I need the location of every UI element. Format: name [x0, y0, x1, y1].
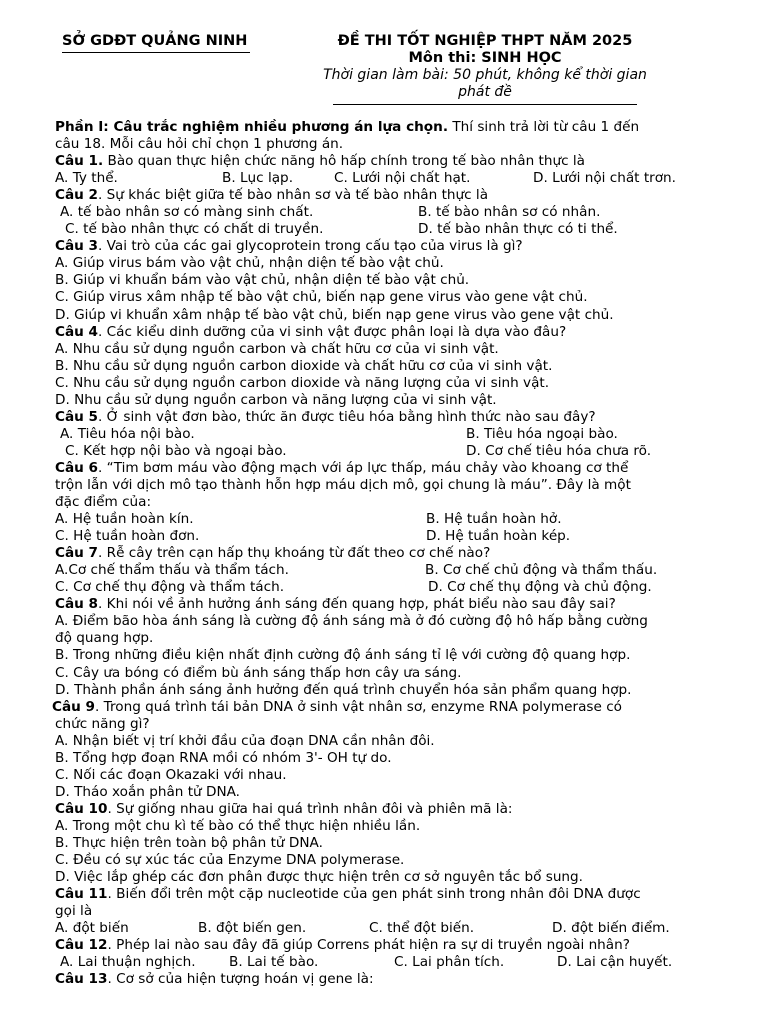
question-label: Câu 4: [55, 323, 99, 340]
question-text: . Vai trò của các gai glycoprotein trong cấu tạo của virus là gì?: [98, 238, 523, 255]
option-a: A.Cơ chế thẩm thấu và thẩm tách.: [55, 562, 289, 579]
question-text: . Khi nói về ảnh hưởng ánh sáng đến quang hợp, phát biểu nào sau đây sai?: [98, 596, 616, 613]
option-a: A. Giúp virus bám vào vật chủ, nhận diện tế bào vật chủ.: [55, 255, 444, 272]
exam-title: ĐỀ THI TỐT NGHIỆP THPT NĂM 2025: [337, 33, 633, 49]
option-c: C. Lưới nội chất hạt.: [334, 170, 471, 187]
question-10: [55, 801, 735, 818]
option-b: B. Trong những điều kiện nhất định cường độ ánh sáng tỉ lệ với cường độ quang hợp.: [55, 647, 631, 664]
option-a: A. đột biến: [55, 920, 129, 937]
question-text: . Rễ cây trên cạn hấp thụ khoáng từ đất theo cơ chế nào?: [98, 545, 491, 562]
option-a: A. Hệ tuần hoàn kín.: [55, 511, 194, 528]
option-b: B. Lai tế bào.: [229, 954, 319, 971]
option-a: A. tế bào nhân sơ có màng sinh chất.: [60, 204, 314, 221]
option-c: C. Đều có sự xúc tác của Enzyme DNA polymerase.: [55, 852, 405, 869]
options-row: [55, 204, 735, 221]
option-c: C. Cơ chế thụ động và thẩm tách.: [55, 579, 285, 596]
option-d: D. Hệ tuần hoàn kép.: [426, 528, 571, 545]
question-label: Câu 7: [55, 545, 99, 562]
option-c: C. Kết hợp nội bào và ngoại bào.: [65, 442, 287, 459]
question-text-line2: trộn lẫn với dịch mô tạo thành hỗn hợp máu dịch mô, gọi chung là máu”. Đây là một: [55, 476, 631, 493]
question-label: Câu 3: [55, 238, 99, 255]
option-d: D. Cơ chế tiêu hóa chưa rõ.: [466, 442, 652, 459]
question-text: . Sự khác biệt giữa tế bào nhân sơ và tế bào nhân thực là: [98, 187, 489, 204]
option-c: C. Cây ưa bóng có điểm bù ánh sáng thấp hơn cây ưa sáng.: [55, 664, 462, 681]
options-row: [55, 954, 735, 971]
option-a: A. Nhận biết vị trí khởi đầu của đoạn DNA cần nhân đôi.: [55, 732, 435, 749]
question-text: . Các kiểu dinh dưỡng của vi sinh vật được phân loại là dựa vào đâu?: [98, 323, 567, 340]
question-1: [55, 153, 735, 170]
question-content: [52, 119, 735, 988]
question-text: . Cơ sở của hiện tượng hoán vị gene là:: [107, 971, 374, 988]
option-b: B. Tổng hợp đoạn RNA mồi có nhóm 3'- OH tự do.: [55, 749, 392, 766]
exam-header-underline: [333, 104, 637, 105]
option-d: D. Giúp vi khuẩn xâm nhập tế bào vật chủ, biến nạp gene virus vào gene vật chủ.: [55, 306, 614, 323]
question-text-line3: đặc điểm của:: [55, 494, 152, 511]
option-b: B. Nhu cầu sử dụng nguồn carbon dioxide và chất hữu cơ của vi sinh vật.: [55, 357, 553, 374]
option-d: D. Tháo xoắn phân tử DNA.: [55, 783, 241, 800]
options-row: [55, 562, 735, 579]
options-row: [55, 920, 735, 937]
option-c: C. Lai phân tích.: [394, 954, 505, 971]
option-c: C. Nối các đoạn Okazaki với nhau.: [55, 766, 287, 783]
option-d: D. Nhu cầu sử dụng nguồn carbon và năng lượng của vi sinh vật.: [55, 391, 497, 408]
option-a: A. Lai thuận nghịch.: [60, 954, 196, 971]
option-d: D. Cơ chế thụ động và chủ động.: [428, 579, 652, 596]
question-text: . Sự giống nhau giữa hai quá trình nhân đôi và phiên mã là:: [107, 800, 513, 817]
part-title: Phần I: Câu trắc nghiệm nhiều phương án lựa chọn.: [55, 119, 448, 135]
option-a-line2: độ quang hợp.: [55, 630, 154, 647]
question-text: Bào quan thực hiện chức năng hô hấp chính trong tế bào nhân thực là: [103, 153, 586, 170]
option-b: B. Cơ chế chủ động và thẩm thấu.: [425, 562, 658, 579]
option-c: C. thể đột biến.: [369, 920, 475, 937]
question-label: Câu 10: [55, 800, 108, 817]
question-label: Câu 8: [55, 596, 99, 613]
option-c: C. Hệ tuần hoàn đơn.: [55, 528, 200, 545]
department-name: SỞ GDĐT QUẢNG NINH: [62, 33, 248, 49]
option-a: A. Tiêu hóa nội bào.: [60, 425, 195, 442]
options-row: [55, 426, 735, 443]
question-label: Câu 6: [55, 459, 99, 476]
option-b: B. đột biến gen.: [198, 920, 307, 937]
question-8: [55, 596, 735, 613]
question-label: Câu 5: [55, 408, 99, 425]
option-a: A. Điểm bão hòa ánh sáng là cường độ ánh sáng mà ở đó cường độ hô hấp bằng cường: [55, 613, 648, 630]
option-c: C. tế bào nhân thực có chất di truyền.: [65, 221, 324, 238]
question-label: Câu 12: [55, 937, 108, 954]
question-text: . Ở sinh vật đơn bào, thức ăn được tiêu hóa bằng hình thức nào sau đây?: [98, 408, 596, 425]
part-heading: [55, 119, 735, 136]
department-underline: [62, 52, 250, 53]
option-b: B. Lục lạp.: [222, 170, 294, 187]
options-row: [55, 528, 735, 545]
question-6: [55, 460, 735, 477]
option-b: B. Tiêu hóa ngoại bào.: [466, 425, 618, 442]
option-b: B. Hệ tuần hoàn hở.: [426, 511, 562, 528]
option-c: C. Giúp virus xâm nhập tế bào vật chủ, biến nạp gene virus vào gene vật chủ.: [55, 289, 588, 306]
option-a: A. Ty thể.: [55, 170, 118, 187]
question-text: . Biến đổi trên một cặp nucleotide của gen phát sinh trong nhân đôi DNA được: [107, 886, 641, 903]
part-instruction-line2: câu 18. Mỗi câu hỏi chỉ chọn 1 phương án.: [55, 136, 344, 153]
question-12: [55, 937, 735, 954]
question-9: [52, 699, 732, 716]
question-text: . “Tim bơm máu vào động mạch với áp lực thấp, máu chảy vào khoang cơ thể: [98, 459, 629, 476]
question-13: [55, 971, 735, 988]
option-c: C. Nhu cầu sử dụng nguồn carbon dioxide và năng lượng của vi sinh vật.: [55, 374, 550, 391]
question-11: [55, 886, 735, 903]
question-label: Câu 2: [55, 187, 99, 204]
option-b: B. tế bào nhân sơ có nhân.: [418, 204, 601, 221]
options-row: [55, 170, 735, 187]
exam-time-line1: Thời gian làm bài: 50 phút, không kể thời gian: [323, 67, 647, 83]
question-5: [55, 409, 735, 426]
question-text-line2: gọi là: [55, 903, 93, 920]
options-row: [55, 511, 735, 528]
part-instruction: Thí sinh trả lời từ câu 1 đến: [448, 119, 640, 135]
option-d: D. tế bào nhân thực có ti thể.: [418, 221, 618, 238]
options-row: [55, 579, 735, 596]
question-7: [55, 545, 735, 562]
option-d: D. đột biến điểm.: [552, 920, 670, 937]
option-d: D. Thành phần ánh sáng ảnh hưởng đến quá trình chuyển hóa sản phẩm quang hợp.: [55, 681, 632, 698]
question-label: Câu 11: [55, 886, 108, 903]
option-d: D. Lai cận huyết.: [557, 954, 673, 971]
option-b: B. Giúp vi khuẩn bám vào vật chủ, nhận diện tế bào vật chủ.: [55, 272, 470, 289]
question-label: Câu 9: [52, 698, 96, 715]
question-2: [55, 187, 735, 204]
exam-time-line2: phát đề: [458, 84, 512, 100]
option-a: A. Nhu cầu sử dụng nguồn carbon và chất hữu cơ của vi sinh vật.: [55, 340, 499, 357]
exam-subject: Môn thi: SINH HỌC: [408, 50, 562, 66]
question-label: Câu 1.: [55, 153, 104, 170]
exam-header: [300, 33, 670, 101]
question-3: [55, 238, 735, 255]
options-row: [55, 443, 735, 460]
question-text-line2: chức năng gì?: [55, 715, 150, 732]
option-d: D. Lưới nội chất trơn.: [533, 170, 676, 187]
question-text: . Trong quá trình tái bản DNA ở sinh vật nhân sơ, enzyme RNA polymerase có: [95, 698, 622, 715]
options-row: [55, 221, 735, 238]
question-4: [55, 324, 735, 341]
question-text: . Phép lai nào sau đây đã giúp Correns phát hiện ra sự di truyền ngoài nhân?: [107, 937, 630, 954]
option-b: B. Thực hiện trên toàn bộ phân tử DNA.: [55, 834, 323, 851]
option-a: A. Trong một chu kì tế bào có thể thực hiện nhiều lần.: [55, 817, 421, 834]
option-d: D. Việc lắp ghép các đơn phân được thực hiện trên cơ sở nguyên tắc bổ sung.: [55, 869, 583, 886]
question-label: Câu 13: [55, 971, 108, 988]
